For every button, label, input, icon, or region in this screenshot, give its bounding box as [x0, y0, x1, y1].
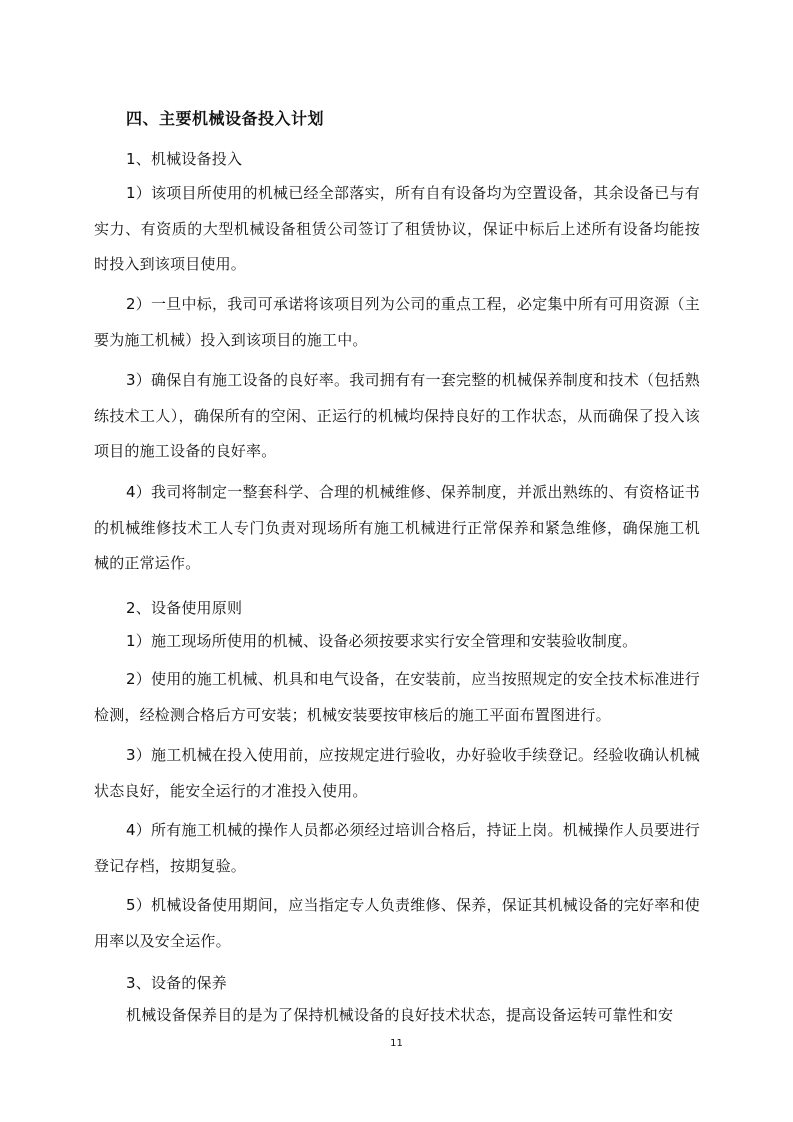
paragraph: 4）我司将制定一整套科学、合理的机械维修、保养制度，并派出熟练的、有资格证书的机械维修技术工人专门负责对现场所有施工机械进行正常保养和紧急维修，确保施工机械的正常运作。 — [94, 483, 700, 572]
paragraph: 1）该项目所使用的机械已经全部落实，所有自有设备均为空置设备，其余设备已与有实力、有资质的大型机械设备租赁公司签订了租赁协议，保证中标后上述所有设备均能按时投入到该项目使用。 — [94, 184, 700, 273]
paragraph: 2）一旦中标，我司可承诺将该项目列为公司的重点工程，必定集中所有可用资源（主要为施工机械）投入到该项目的施工中。 — [94, 295, 700, 349]
subsection-title: 3、设备的保养 — [126, 974, 227, 992]
paragraph: 3）施工机械在投入使用前，应按规定进行验收，办好验收手续登记。经验收确认机械状态良好，能安全运行的才准投入使用。 — [94, 746, 700, 800]
page-number: 11 — [390, 1038, 403, 1049]
paragraph: 2）使用的施工机械、机具和电气设备，在安装前，应当按照规定的安全技术标准进行检测，经检测合格后方可安装；机械安装要按审核后的施工平面布置图进行。 — [94, 670, 700, 724]
paragraph: 1）施工现场所使用的机械、设备必须按要求实行安全管理和安装验收制度。 — [126, 632, 638, 650]
paragraph: 3）确保自有施工设备的良好率。我司拥有有一套完整的机械保养制度和技术（包括熟练技术工人），确保所有的空闲、正运行的机械均保持良好的工作状态，从而确保了投入该项目的施工设备的良好率。 — [94, 371, 700, 460]
paragraph: 5）机械设备使用期间，应当指定专人负责维修、保养，保证其机械设备的完好率和使用率以及安全运作。 — [94, 896, 700, 950]
paragraph: 4）所有施工机械的操作人员都必须经过培训合格后，持证上岗。机械操作人员要进行登记存档，按期复验。 — [94, 821, 700, 875]
paragraph: 机械设备保养目的是为了保持机械设备的良好技术状态，提高设备运转可靠性和安 — [126, 1006, 674, 1024]
subsection-title: 2、设备使用原则 — [126, 599, 243, 617]
section-heading: 四、主要机械设备投入计划 — [126, 109, 325, 128]
subsection-title: 1、机械设备投入 — [126, 150, 243, 168]
